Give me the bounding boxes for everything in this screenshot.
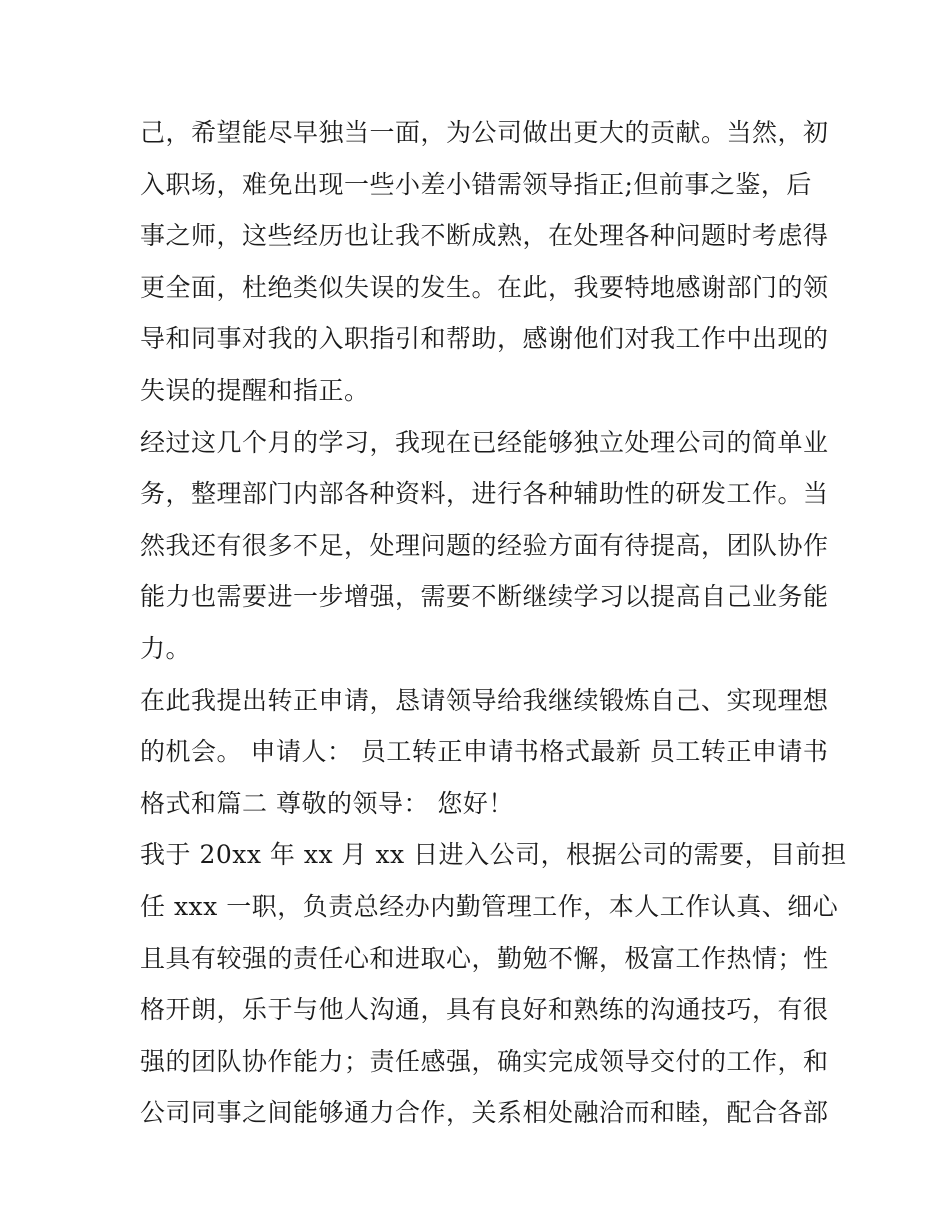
text-line: 失误的提醒和指正。 bbox=[140, 375, 370, 405]
text-line: 导和同事对我的入职指引和帮助，感谢他们对我工作中出现的 bbox=[140, 324, 829, 354]
text-line: 务，整理部门内部各种资料，进行各种辅助性的研发工作。当 bbox=[140, 479, 829, 509]
text-line: 然我还有很多不足，处理问题的经验方面有待提高，团队协作 bbox=[140, 530, 829, 560]
document-body bbox=[140, 107, 847, 1139]
text-line: 经过这几个月的学习，我现在已经能够独立处理公司的简单业 bbox=[140, 427, 829, 457]
text-line: 己，希望能尽早独当一面，为公司做出更大的贡献。当然，初 bbox=[140, 118, 829, 147]
text-line: 强的团队协作能力；责任感强，确实完成领导交付的工作，和 bbox=[140, 1046, 829, 1076]
text-line: 更全面，杜绝类似失误的发生。在此，我要特地感谢部门的领 bbox=[140, 272, 829, 302]
text-line: 公司同事之间能够通力合作，关系相处融洽而和睦，配合各部 bbox=[140, 1098, 829, 1128]
text-line: 且具有较强的责任心和进取心，勤勉不懈，极富工作热情；性 bbox=[140, 943, 829, 973]
text-line: 的机会。 申请人： 员工转正申请书格式最新 员工转正申请书 bbox=[140, 737, 829, 767]
text-line: 任 xxx 一职，负责总经办内勤管理工作，本人工作认真、细心 bbox=[140, 891, 839, 921]
text-line: 在此我提出转正申请，恳请领导给我继续锻炼自己、实现理想 bbox=[140, 685, 829, 715]
text-line: 能力也需要进一步增强，需要不断继续学习以提高自己业务能 bbox=[140, 582, 829, 612]
text-line: 入职场，难免出现一些小差小错需领导指正;但前事之鉴，后 bbox=[140, 169, 812, 199]
text-line: 我于 20xx 年 xx 月 xx 日进入公司，根据公司的需要，目前担 bbox=[140, 840, 847, 870]
text-line: 事之师，这些经历也让我不断成熟，在处理各种问题时考虑得 bbox=[140, 221, 829, 251]
text-line: 格开朗，乐于与他人沟通，具有良好和熟练的沟通技巧，有很 bbox=[140, 995, 829, 1025]
text-line: 力。 bbox=[140, 633, 192, 663]
text-line: 格式和篇二 尊敬的领导： 您好！ bbox=[140, 788, 514, 818]
